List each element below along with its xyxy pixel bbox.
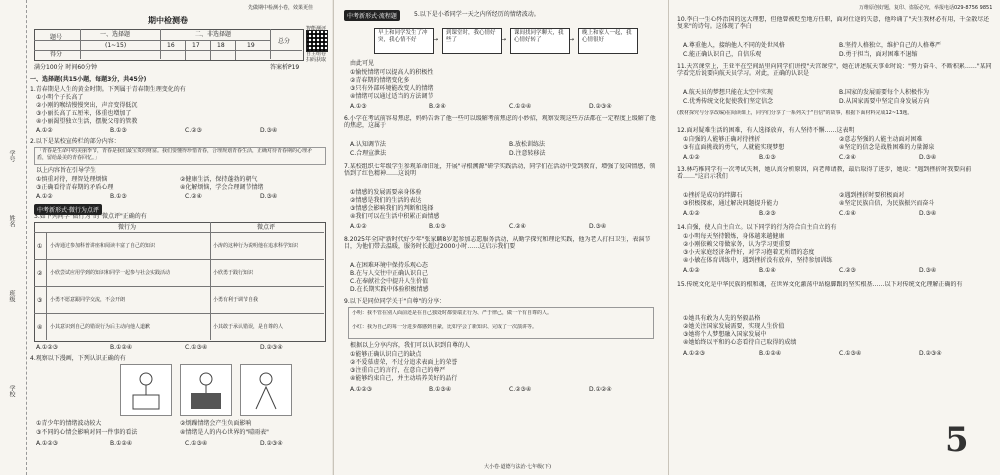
q9-choice-b[interactable]: B.①③④ bbox=[429, 386, 452, 393]
q3-row4-behavior: 小其意识到自己的错误行为后主动向他人道歉 bbox=[50, 324, 151, 330]
q9-opt-1: ①能够正确认识自己的缺点 bbox=[350, 351, 422, 358]
q11-opt-a[interactable]: A.航天员的梦想只能在太空中实现 bbox=[683, 89, 773, 96]
page-3 bbox=[668, 0, 1000, 475]
q10-opt-c[interactable]: C.能正确认识自己，自信乐观 bbox=[683, 51, 762, 58]
page-2 bbox=[333, 0, 668, 475]
flow-step-1: 早上和同学发生了冲突，我心情不好 bbox=[374, 28, 434, 54]
q1-choice-a[interactable]: A.①② bbox=[36, 127, 53, 134]
q14-choice-b[interactable]: B.①④ bbox=[759, 267, 776, 274]
q5-choice-d[interactable]: D.②③④ bbox=[589, 103, 612, 110]
q14-stem: 14.自强，使人自主自立。以下同学的行为符合自主自立的有 bbox=[677, 224, 837, 231]
q12-opt-1: ①自强的人能够正确对待挫折 bbox=[683, 136, 761, 143]
flow-step-3: 课间找同学聊天，我心情好转了 bbox=[510, 28, 570, 54]
q5-ask: 由此可见 bbox=[350, 60, 375, 67]
q9-choice-a[interactable]: A.①②③ bbox=[350, 386, 373, 393]
q3-row1-behavior: 小涛通过参加科普讲座和阅读丰富了自己的知识 bbox=[50, 243, 156, 249]
q1-opt-4: ④小丽渴望独立生活，摆脱父母的管教 bbox=[36, 118, 138, 125]
side-label-name: 姓名 bbox=[8, 215, 15, 227]
q4-stem: 4.观察以下漫画，下列认识正确的有 bbox=[30, 355, 126, 362]
q10-opt-a[interactable]: A.尊重他人，接纳他人不同的处世风格 bbox=[683, 42, 785, 49]
q13-opt-4: ④坚定民族自信，为民族振兴而奋斗 bbox=[839, 200, 935, 207]
table-q19: 19 bbox=[247, 42, 255, 49]
comic-panel-2-image bbox=[180, 364, 232, 416]
q3-tag: 中考新形式·微行为点评 bbox=[34, 204, 102, 215]
q13-opt-2: ②遇到挫折时要积极面对 bbox=[839, 192, 905, 199]
q15-opt-3: ③她将个人梦想融入国家发展中 bbox=[683, 331, 767, 338]
q2-choice-c[interactable]: C.②④ bbox=[185, 193, 202, 200]
q8-opt-a[interactable]: A.在困难环境中保持乐观心态 bbox=[350, 262, 428, 269]
comic-panel-1-image bbox=[120, 364, 172, 416]
q11-stem: 11.天宫课堂上，王亚平在空间站里向同学们讲授"天宫课堂"，她在讲述航天事业时说："努力奋斗、不断积累……"某同学看完后说要向航天员学习。对此，正确的认识是 bbox=[677, 63, 992, 78]
table-header-nonchoice: 二、非选择题 bbox=[195, 31, 232, 38]
table-q18: 18 bbox=[217, 42, 225, 49]
q12-opt-2: ②意志坚强的人能主动面对困难 bbox=[839, 136, 923, 143]
top-note: 先做期中检测小卷，效果更佳 bbox=[248, 5, 314, 11]
q15-stem: 15.传统文化是中华民族的根和魂，在世界文化激荡中站稳脚跟的坚实根基……以下对传统文化理解正确的有 bbox=[677, 281, 963, 288]
q1-opt-3: ③小丽长高了五厘米，体重也增加了 bbox=[36, 110, 132, 117]
q9-ask: 根据以上分享内容，我们可以认识到自尊的人 bbox=[350, 342, 471, 349]
side-label-id: 学号 bbox=[8, 150, 15, 162]
q1-stem: 1.青春期是人生的黄金时期。下列属于青春期生理变化的有 bbox=[30, 86, 186, 93]
q3-row4-no: ④ bbox=[37, 324, 43, 331]
q3-row2-no: ② bbox=[37, 270, 43, 277]
qr-caption-1: 智能测评 bbox=[306, 26, 327, 32]
q6-opt-b[interactable]: B.放松训练法 bbox=[509, 141, 546, 148]
q12-choice-d[interactable]: D.③④ bbox=[919, 154, 937, 161]
q5-stem: 5.以下是小希同学一天之内所经历的情绪波动。 bbox=[414, 11, 540, 18]
q1-choice-b[interactable]: B.①③ bbox=[110, 127, 127, 134]
flow-arrow-2-icon: → bbox=[501, 36, 507, 43]
q8-opt-d[interactable]: D.在长期实践中体验积极情感 bbox=[350, 286, 429, 293]
q3-choice-a[interactable]: A.①②③ bbox=[36, 344, 59, 351]
q5-choice-c[interactable]: C.①②④ bbox=[509, 103, 532, 110]
q4-choice-b[interactable]: B.①②④ bbox=[110, 440, 133, 447]
table-range: (1~15) bbox=[105, 42, 127, 49]
copyright-note: 万维原创好题，复印、盗版必究，举报电话029-8756 9851 bbox=[859, 5, 993, 11]
q9-opt-2: ②不爱慕虚荣，不过分追求表面上的荣誉 bbox=[350, 359, 458, 366]
q11-opt-d[interactable]: D.从国家需要中坚定自身发展方向 bbox=[839, 98, 930, 105]
q14-choice-d[interactable]: D.③④ bbox=[919, 267, 937, 274]
q6-stem: 6.小学在考试前容易焦虑，妈妈告诉了他一些可以缓解考前焦虑的小妙招，观察发现这些方法都在一定程度上缓解了他的焦虑，这属于 bbox=[344, 115, 656, 130]
q3-head-behavior: 微行为 bbox=[118, 224, 137, 231]
section-1-heading: 一、选择题(共15小题，每题3分，共45分) bbox=[30, 76, 147, 83]
table-header-total: 总分 bbox=[278, 38, 291, 45]
q7-opt-3: ③情感会影响我们的判断和选择 bbox=[350, 205, 434, 212]
q9-share-2: 小红：我为自己的每一分进步都感到自豪，比如学会了新知识、完成了一次演讲等。 bbox=[352, 324, 538, 330]
table-score-label: 得分 bbox=[50, 51, 63, 58]
q4-choice-c[interactable]: C.①③④ bbox=[185, 440, 208, 447]
q15-opt-1: ①她具有敢为人先的坚毅品格 bbox=[683, 315, 761, 322]
q11-opt-c[interactable]: C.优秀传统文化促使我们坚定信念 bbox=[683, 98, 774, 105]
q10-stem: 10.李白一生心怀治国的远大理想，但他曾被贬至地方任职，面对仕途的失意，他吟诵了"天生我材必有用，千金散尽还复来"的诗句。这体现了李白 bbox=[677, 16, 990, 31]
q14-choice-c[interactable]: C.②③ bbox=[839, 267, 856, 274]
q13-choice-a[interactable]: A.①② bbox=[683, 210, 700, 217]
q4-opt-2: ②烦躁情绪会产生负面影响 bbox=[180, 420, 252, 427]
q13-choice-b[interactable]: B.②③ bbox=[759, 210, 776, 217]
q15-opt-4: ④她始终以平和的心态看待自己取得的成绩 bbox=[683, 339, 797, 346]
q7-choice-a[interactable]: A.①② bbox=[350, 223, 367, 230]
q15-choice-a[interactable]: A.①②③ bbox=[683, 350, 706, 357]
q2-choice-b[interactable]: B.①③ bbox=[110, 193, 127, 200]
q2-opt-2: ②健康生活，保持蓬勃的朝气 bbox=[180, 176, 258, 183]
q8-opt-c[interactable]: C.在奉献社会中提升人生价值 bbox=[350, 278, 429, 285]
qr-caption-3: 扫码获取 bbox=[306, 57, 327, 63]
q1-choice-d[interactable]: D.③④ bbox=[260, 127, 278, 134]
q4-opt-1: ①青少年的情绪波动较大 bbox=[36, 420, 102, 427]
q8-stem: 8.2025年全国"新时代好少年"张家麟8岁起参加志愿服务活动，从勤学探究和理论实践，他为老人打扫卫生，表演节目，为他们带去温暖，服务时长超过2000小时……这启示我们要 bbox=[344, 236, 651, 251]
exam-title: 期中检测卷 bbox=[148, 16, 188, 25]
q4-opt-4: ④情绪是人的内心世界的"晴雨表" bbox=[180, 429, 269, 436]
q4-choice-d[interactable]: D.②③④ bbox=[260, 440, 283, 447]
q10-opt-d[interactable]: D.勇于担当，面对困难不退缩 bbox=[839, 51, 918, 58]
q6-opt-c[interactable]: C.合理宣泄法 bbox=[350, 150, 387, 157]
q5-opt-2: ②青春期的情绪变化多 bbox=[350, 77, 410, 84]
q3-choice-b[interactable]: B.①②④ bbox=[110, 344, 133, 351]
table-q16: 16 bbox=[167, 42, 175, 49]
table-header-qno: 题号 bbox=[50, 34, 63, 41]
q3-row4-comment: 小其敢于承认错误，是自尊的人 bbox=[213, 324, 284, 330]
q15-choice-c[interactable]: C.①③④ bbox=[839, 350, 862, 357]
q5-choice-a[interactable]: A.①③ bbox=[350, 103, 367, 110]
q3-row2-behavior: 小欣尝试应用学到的知识和同学一起参与社会实践活动 bbox=[50, 270, 171, 276]
table-q17: 17 bbox=[192, 42, 200, 49]
q2-stem: 2.以下是某校宣传栏的部分内容： bbox=[30, 138, 120, 145]
q2-choice-d[interactable]: D.③④ bbox=[260, 193, 278, 200]
q9-choice-c[interactable]: C.②③④ bbox=[509, 386, 532, 393]
q3-row3-comment: 小勇有利于调节自我 bbox=[213, 297, 259, 303]
q9-stem: 9.以下是同位同学关于"自尊"的分享： bbox=[344, 298, 446, 305]
q9-opt-4: ④能够约束自己，并主动培养美好的品行 bbox=[350, 375, 458, 382]
q14-opt-2: ②小刚依赖父母做家务，认为学习更重要 bbox=[683, 241, 791, 248]
q12-opt-3: ③有直面挑战的勇气，人就能实现梦想 bbox=[683, 144, 785, 151]
comic-panel-3-image bbox=[240, 364, 292, 416]
q7-choice-c[interactable]: C.②④ bbox=[509, 223, 526, 230]
q3-stem: 3.如下列同学"微行为"的"微点评"正确的有 bbox=[34, 213, 147, 220]
q12-material-note: (教材探究与分享改编)在阅读课上，同学们分享了一系列关于"自信"的故事，根据下面材料完成12~13题。 bbox=[677, 110, 913, 116]
q9-opt-3: ③注重自己的言行，在意自己的尊严 bbox=[350, 367, 446, 374]
q9-choice-d[interactable]: D.①②④ bbox=[589, 386, 612, 393]
flow-arrow-3-icon: → bbox=[569, 36, 575, 43]
table-header-choice: 一、选择题 bbox=[100, 31, 131, 38]
q4-opt-3: ③不同的心情会影响对同一件事的看法 bbox=[36, 429, 138, 436]
page-1 bbox=[0, 0, 332, 475]
q5-choice-b[interactable]: B.②④ bbox=[429, 103, 446, 110]
q3-head-comment: 微点评 bbox=[257, 224, 276, 231]
q7-opt-1: ①情感的发展需要亲身体验 bbox=[350, 189, 422, 196]
flow-step-2: 到课堂时，我心情好些了 bbox=[442, 28, 502, 54]
q4-choice-a[interactable]: A.①②③ bbox=[36, 440, 59, 447]
q7-choice-b[interactable]: B.①③ bbox=[429, 223, 446, 230]
flow-step-4: 晚上和家人一起，我心情很好 bbox=[578, 28, 638, 54]
q7-choice-d[interactable]: D.③④ bbox=[589, 223, 607, 230]
q1-choice-c[interactable]: C.②③ bbox=[185, 127, 202, 134]
q5-opt-3: ③只有外部环境能改变人的情绪 bbox=[350, 85, 434, 92]
q12-choice-b[interactable]: B.①③ bbox=[759, 154, 776, 161]
q14-opt-1: ①小明每天坚持锻炼，身体越来越健康 bbox=[683, 233, 785, 240]
q13-stem: 13.林巧稚同学有一次考试失利，她认真分析原因，向老师请教，最后取得了进步，她说："遇到挫折时我要向前看……"这启示我们 bbox=[677, 166, 972, 181]
student-info-sidebar bbox=[0, 0, 27, 475]
q5-opt-1: ①愉悦情绪可以提高人的积极性 bbox=[350, 69, 434, 76]
q5-opt-4: ④情绪可以通过适当的方法调节 bbox=[350, 93, 434, 100]
q1-opt-2: ②小刚的喉结慢慢突出，声音变得低沉 bbox=[36, 102, 138, 109]
q15-choice-b[interactable]: B.①②④ bbox=[759, 350, 782, 357]
q3-row3-no: ③ bbox=[37, 297, 43, 304]
page-footer: 大小卷·道德与法治·七年级(下) bbox=[484, 464, 552, 470]
q7-opt-2: ②情感是我们的生活的表达 bbox=[350, 197, 422, 204]
q3-choice-c[interactable]: C.①③④ bbox=[185, 344, 208, 351]
side-label-class: 班级 bbox=[8, 290, 15, 302]
q2-opt-1: ①慎重对待，理智处理烦恼 bbox=[36, 176, 108, 183]
side-label-school: 学校 bbox=[8, 385, 15, 397]
q3-row3-behavior: 小勇不愿意跟同学交流，不会开朗 bbox=[50, 297, 126, 303]
q13-opt-1: ①挫折是成功的绊脚石 bbox=[683, 192, 743, 199]
q7-stem: 7.某校组织七年级学生参观革命旧址，开展"寻根溯源"研学实践活动，同学们在活动中受到教育，增强了爱国情感，领悟到了红色精神……这说明 bbox=[344, 163, 656, 178]
q12-stem: 12.面对疑难生活的困难，有人选择放弃，有人坚持不懈……这表明 bbox=[677, 127, 855, 134]
answer-reference: 答案析P19 bbox=[270, 64, 300, 71]
q13-choice-d[interactable]: D.③④ bbox=[919, 210, 937, 217]
flow-arrow-1-icon: → bbox=[433, 36, 439, 43]
page-number: 5 bbox=[945, 420, 969, 460]
q7-opt-4: ④我们可以在生活中积累正面情感 bbox=[350, 213, 440, 220]
q15-opt-2: ②她关注国家发展需要，实现人生价值 bbox=[683, 323, 785, 330]
q12-choice-a[interactable]: A.①② bbox=[683, 154, 700, 161]
q3-row1-comment: 小涛的这种行为说明他在追求科学知识 bbox=[213, 243, 299, 249]
q14-choice-a[interactable]: A.①② bbox=[683, 267, 700, 274]
q15-choice-d[interactable]: D.②③④ bbox=[919, 350, 942, 357]
q2-quote: 「青春是生命中的美丽季节，青春是我们最宝贵的财富。我们要懂得珍惜青春，合理规划青春生活，正确对待青春期的心理矛盾，留给最美的青春回忆。」 bbox=[37, 148, 313, 162]
q9-share-1: 小明：我不管在别人面前还是在自己独处时都要端正行为、严于律己，做一个有自尊的人。 bbox=[352, 310, 553, 316]
q2-ask: 以上内容旨在引导学生 bbox=[36, 167, 97, 174]
exam-meta: 满分100分 时间60分钟 bbox=[34, 64, 97, 71]
q14-opt-4: ④小敏在体育训练中，遇到挫折没有放弃，坚持参加训练 bbox=[683, 257, 833, 264]
q11-opt-b[interactable]: B.国家的发展需要每个人积极作为 bbox=[839, 89, 930, 96]
qr-code-icon[interactable] bbox=[306, 30, 328, 52]
q1-opt-1: ①小明个子长高了 bbox=[36, 94, 84, 101]
q2-choice-a[interactable]: A.①② bbox=[36, 193, 53, 200]
q12-opt-4: ④坚定的信念是战胜困难的力量源泉 bbox=[839, 144, 935, 151]
q10-opt-b[interactable]: B.坚持人格独立，维护自己的人格尊严 bbox=[839, 42, 942, 49]
q6-opt-d[interactable]: D.注意转移法 bbox=[509, 150, 546, 157]
q2-opt-4: ④化解烦恼，学会合理调节情绪 bbox=[180, 184, 264, 191]
q13-choice-c[interactable]: C.①④ bbox=[839, 210, 856, 217]
q3-row1-no: ① bbox=[37, 243, 43, 250]
q13-opt-3: ③积极探索，通过解决问题提升能力 bbox=[683, 200, 779, 207]
q2-opt-3: ③正确看待青春期的矛盾心理 bbox=[36, 184, 114, 191]
q8-opt-b[interactable]: B.在与人交往中正确认识自己 bbox=[350, 270, 429, 277]
q14-opt-3: ③小天家庭经济条件好，对学习抱着无所谓的态度 bbox=[683, 249, 815, 256]
q6-opt-a[interactable]: A.认知调节法 bbox=[350, 141, 386, 148]
q3-choice-d[interactable]: D.②③④ bbox=[260, 344, 283, 351]
q5-tag: 中考新形式·流程题 bbox=[344, 10, 400, 21]
qr-caption-2: 自主组卷 bbox=[306, 51, 327, 57]
q3-row2-comment: 小欣勇于践行知识 bbox=[213, 270, 254, 276]
q12-choice-c[interactable]: C.②④ bbox=[839, 154, 856, 161]
